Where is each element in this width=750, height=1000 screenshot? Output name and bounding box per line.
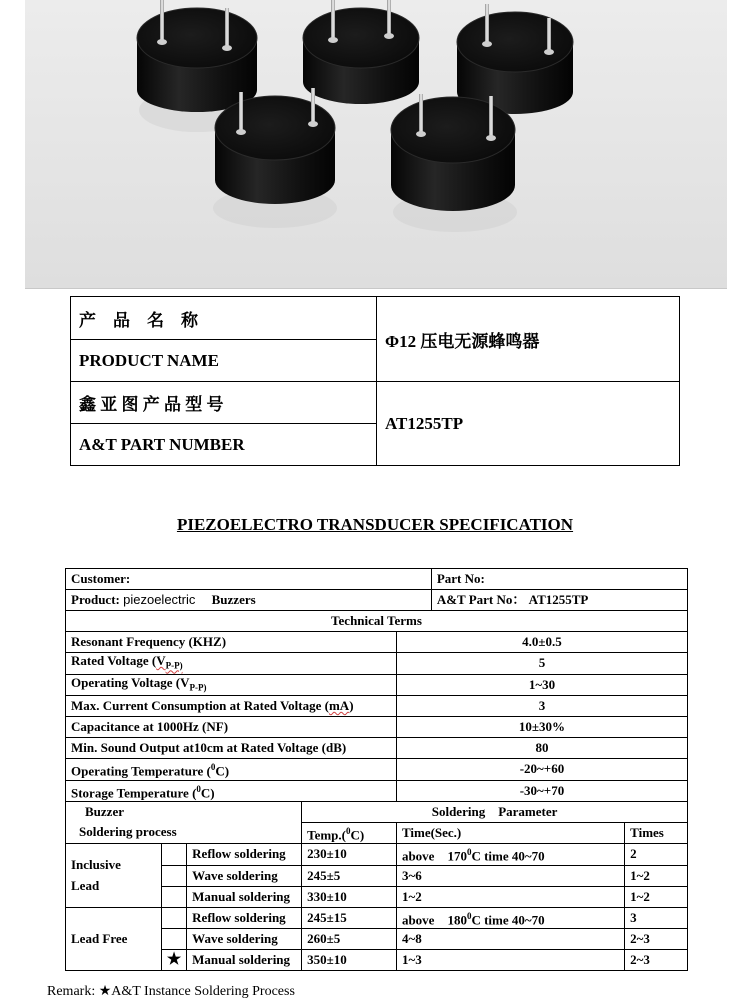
temp-cell: 230±10 bbox=[302, 844, 397, 865]
times-cell: 1~2 bbox=[625, 865, 688, 886]
temp-cell: 350±10 bbox=[302, 949, 397, 970]
table-row bbox=[66, 653, 688, 675]
buzzers-illustration bbox=[25, 0, 727, 288]
param-label: Min. Sound Output at10cm at Rated Voltage (dB) bbox=[66, 738, 397, 759]
times-header: Times bbox=[625, 822, 688, 843]
star-cell bbox=[161, 865, 186, 886]
times-cell: 2~3 bbox=[625, 928, 688, 949]
param-label: Max. Current Consumption at Rated Voltage (mA) bbox=[66, 696, 397, 717]
product-name-cn-label: 产 品 名 称 bbox=[71, 297, 377, 340]
product-name-en-label: PRODUCT NAME bbox=[71, 340, 377, 382]
param-value: 4.0±0.5 bbox=[396, 632, 687, 653]
star-icon: ★ bbox=[161, 949, 186, 970]
buzzer-4 bbox=[213, 88, 337, 228]
table-row bbox=[66, 632, 688, 653]
part-number-value: AT1255TP bbox=[377, 382, 680, 466]
param-label: Resonant Frequency (KHZ) bbox=[66, 632, 397, 653]
soldering-parameter-header: Soldering Parameter bbox=[302, 801, 688, 822]
buzzer-5 bbox=[391, 94, 517, 232]
process-cell: Wave soldering bbox=[187, 928, 302, 949]
process-cell: Manual soldering bbox=[187, 949, 302, 970]
star-cell bbox=[161, 844, 186, 865]
times-cell: 1~2 bbox=[625, 886, 688, 907]
group-inclusive-lead: Inclusive Lead bbox=[66, 844, 162, 907]
table-row bbox=[66, 674, 688, 696]
table-row bbox=[66, 907, 688, 928]
buzzer-process-header bbox=[66, 801, 302, 843]
time-cell: above $170^0C$ time 40~70 bbox=[396, 844, 624, 865]
param-value: 3 bbox=[396, 696, 687, 717]
table-row bbox=[66, 738, 688, 759]
time-cell: above $180^0C$ time 40~70 bbox=[396, 907, 624, 928]
table-row bbox=[66, 780, 688, 801]
buzzer-2 bbox=[303, 0, 419, 104]
product-name-value: Φ12 压电无源蜂鸣器 bbox=[377, 297, 680, 382]
table-row bbox=[66, 844, 688, 865]
remark-text: Remark: ★A&T Instance Soldering Process bbox=[47, 984, 295, 999]
temp-cell: 330±10 bbox=[302, 886, 397, 907]
param-value: -20~+60 bbox=[396, 759, 687, 780]
param-value: 5 bbox=[396, 653, 687, 675]
time-cell: 1~2 bbox=[396, 886, 624, 907]
at-part-label: A&T Part No： bbox=[436, 592, 526, 607]
product-cell bbox=[66, 590, 432, 611]
process-cell: Reflow soldering bbox=[187, 844, 302, 865]
buzzer-3 bbox=[457, 4, 573, 114]
table-row bbox=[66, 759, 688, 780]
soldering-process-label: Soldering process bbox=[79, 823, 177, 839]
process-cell: Wave soldering bbox=[187, 865, 302, 886]
part-no-label: Part No: bbox=[431, 569, 687, 590]
param-label: Operating Voltage ($V_{P-P)}$ bbox=[66, 674, 397, 696]
process-cell: Manual soldering bbox=[187, 886, 302, 907]
star-cell bbox=[161, 907, 186, 928]
product-label: Product: bbox=[71, 592, 124, 607]
product-value: piezoelectric bbox=[123, 592, 196, 607]
param-value: -30~+70 bbox=[396, 780, 687, 801]
process-cell: Reflow soldering bbox=[187, 907, 302, 928]
spec-table bbox=[65, 568, 688, 971]
table-row bbox=[66, 717, 688, 738]
part-number-cn-label: 鑫 亚 图 产 品 型 号 bbox=[71, 382, 377, 424]
temp-cell: 245±15 bbox=[302, 907, 397, 928]
product-name-table bbox=[70, 296, 680, 466]
times-cell: 3 bbox=[625, 907, 688, 928]
customer-label: Customer: bbox=[66, 569, 432, 590]
at-part-value: AT1255TP bbox=[528, 592, 589, 607]
spec-title: PIEZOELECTRO TRANSDUCER SPECIFICATION bbox=[176, 515, 574, 534]
temp-header: Temp.($^0$C) bbox=[302, 822, 397, 843]
param-label: Storage Temperature ($^0$C) bbox=[66, 780, 397, 801]
param-value: 1~30 bbox=[396, 674, 687, 696]
at-part-cell bbox=[431, 590, 687, 611]
param-label: Capacitance at 1000Hz (NF) bbox=[66, 717, 397, 738]
times-cell: 2~3 bbox=[625, 949, 688, 970]
buzzer-label: Buzzer bbox=[85, 803, 124, 819]
time-header: Time(Sec.) bbox=[396, 822, 624, 843]
param-value: 80 bbox=[396, 738, 687, 759]
part-number-en-label: A&T PART NUMBER bbox=[71, 424, 377, 466]
param-label: Rated Voltage ($V_{P-P)}$ bbox=[66, 653, 397, 675]
param-value: 10±30% bbox=[396, 717, 687, 738]
group-lead-free: Lead Free bbox=[66, 907, 162, 970]
temp-cell: 260±5 bbox=[302, 928, 397, 949]
technical-terms-header: Technical Terms bbox=[66, 611, 688, 632]
product-value-2: Buzzers bbox=[211, 592, 256, 607]
time-cell: 4~8 bbox=[396, 928, 624, 949]
star-cell bbox=[161, 886, 186, 907]
time-cell: 3~6 bbox=[396, 865, 624, 886]
product-photo bbox=[25, 0, 727, 289]
table-row bbox=[66, 696, 688, 717]
times-cell: 2 bbox=[625, 844, 688, 865]
time-cell: 1~3 bbox=[396, 949, 624, 970]
temp-cell: 245±5 bbox=[302, 865, 397, 886]
param-label: Operating Temperature ($^0$C) bbox=[66, 759, 397, 780]
star-cell bbox=[161, 928, 186, 949]
